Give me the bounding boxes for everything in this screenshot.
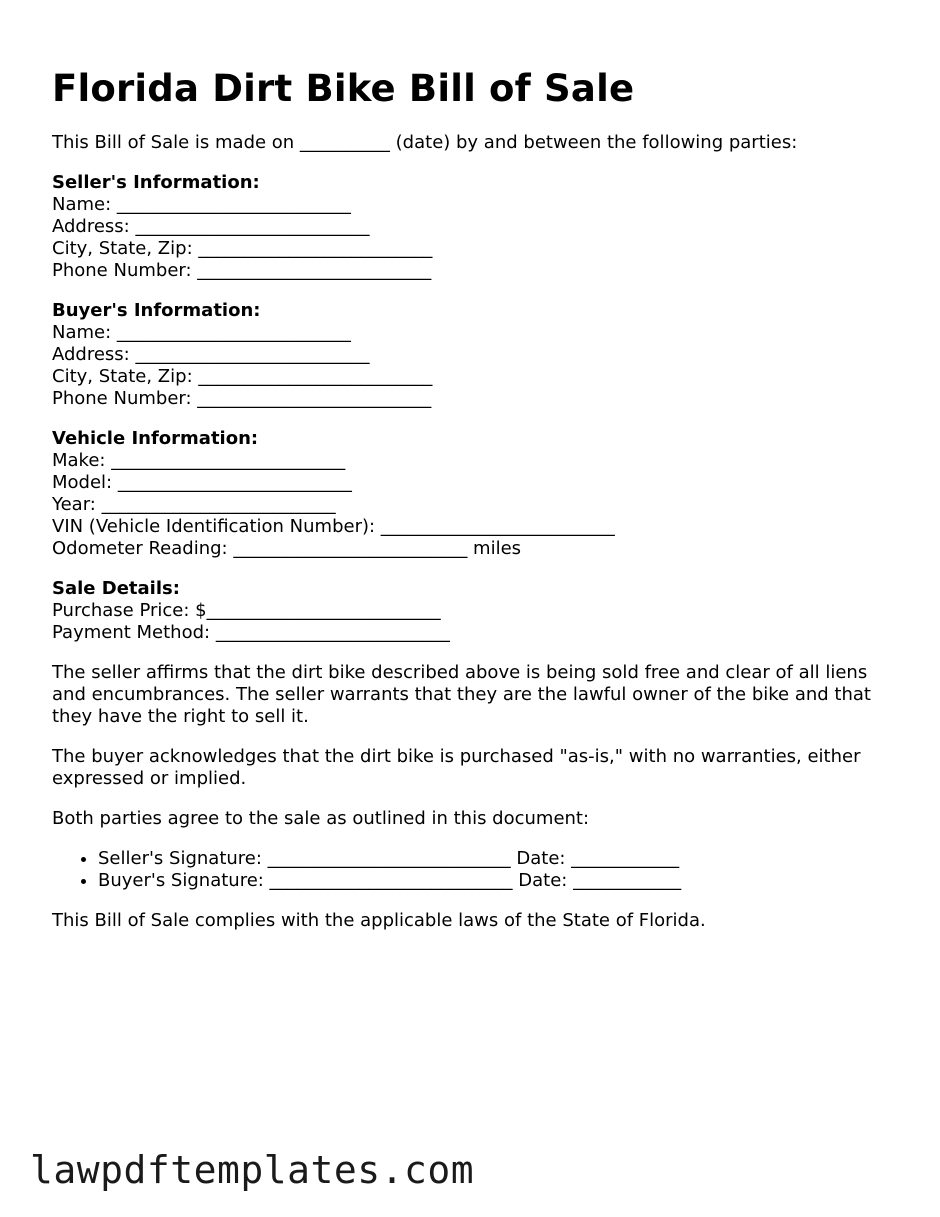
seller-signature-line: • Seller's Signature: ___________________________ Date: ____________ — [98, 848, 902, 870]
seller-affirms-paragraph: The seller affirms that the dirt bike described above is being sold free and clear of all liens and encumbrances. The seller warrants that they are the lawful owner of the bike and that they have the right to sell it. — [52, 662, 871, 727]
buyer-acknowledges-paragraph: The buyer acknowledges that the dirt bike is purchased "as-is," with no warranties, either expressed or implied. — [52, 746, 861, 789]
sale-heading: Sale Details: — [52, 578, 180, 599]
both-agree-paragraph: Both parties agree to the sale as outlined in this document: — [52, 808, 590, 829]
seller-section — [52, 172, 902, 282]
sale-price-field: Purchase Price: $__________________________ — [52, 600, 441, 621]
buyer-section — [52, 300, 902, 410]
buyer-phone-field: Phone Number: __________________________ — [52, 388, 432, 409]
seller-heading: Seller's Information: — [52, 172, 260, 193]
vehicle-odometer-field: Odometer Reading: __________________________ miles — [52, 538, 522, 559]
vehicle-vin-field: VIN (Vehicle Identification Number): __________________________ — [52, 516, 615, 537]
compliance-paragraph: This Bill of Sale complies with the applicable laws of the State of Florida. — [52, 910, 706, 931]
document-page — [52, 62, 902, 950]
signature-list — [52, 848, 902, 892]
footer-brand-watermark: lawpdftemplates.com — [30, 1148, 475, 1192]
sale-payment-field: Payment Method: __________________________ — [52, 622, 450, 643]
seller-city-field: City, State, Zip: __________________________ — [52, 238, 433, 259]
seller-name-field: Name: __________________________ — [52, 194, 351, 215]
buyer-heading: Buyer's Information: — [52, 300, 261, 321]
sale-section — [52, 578, 902, 644]
vehicle-make-field: Make: __________________________ — [52, 450, 346, 471]
document-title: Florida Dirt Bike Bill of Sale — [52, 67, 635, 110]
buyer-city-field: City, State, Zip: __________________________ — [52, 366, 433, 387]
vehicle-heading: Vehicle Information: — [52, 428, 259, 449]
vehicle-section — [52, 428, 902, 560]
seller-address-field: Address: __________________________ — [52, 216, 370, 237]
vehicle-model-field: Model: __________________________ — [52, 472, 352, 493]
buyer-address-field: Address: __________________________ — [52, 344, 370, 365]
buyer-signature-line: • Buyer's Signature: ___________________________ Date: ____________ — [98, 870, 902, 892]
seller-phone-field: Phone Number: __________________________ — [52, 260, 432, 281]
buyer-name-field: Name: __________________________ — [52, 322, 351, 343]
intro-text: This Bill of Sale is made on __________ (date) by and between the following parties: — [52, 132, 798, 153]
vehicle-year-field: Year: __________________________ — [52, 494, 336, 515]
